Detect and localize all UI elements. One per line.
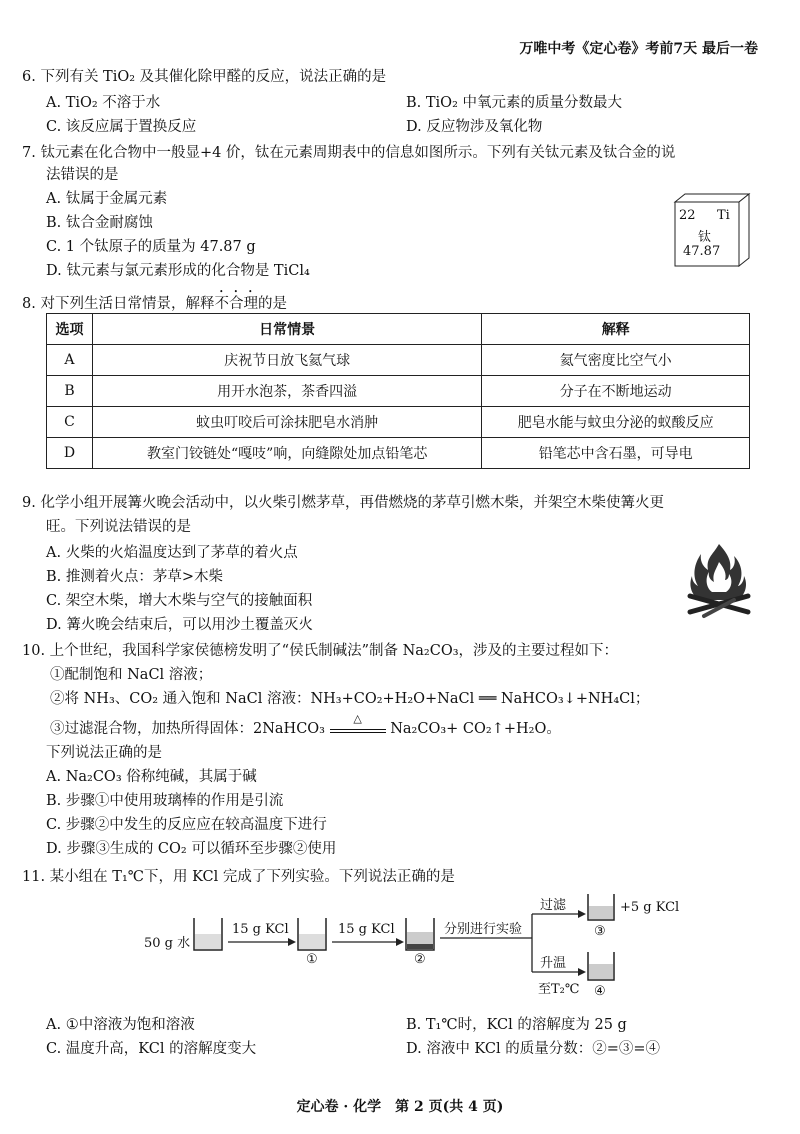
q6-option-d: D. 反应物涉及氧化物 (406, 119, 543, 135)
q10-ask: 下列说法正确的是 (46, 745, 162, 761)
q11-stem: 11. 某小组在 T₁℃下，用 KCl 完成了下列实验。下列说法正确的是 (22, 869, 455, 885)
element-symbol: Ti (717, 208, 730, 223)
header-option: 选项 (47, 314, 93, 345)
label-beaker-2: ② (414, 952, 426, 967)
q10-option-d: D. 步骤③生成的 CO₂ 可以循环至步骤②使用 (46, 841, 337, 857)
q9-stem-line2: 旺。下列说法错误的是 (46, 519, 191, 535)
row-scene: 庆祝节日放飞氦气球 (92, 345, 481, 376)
q7-option-a: A. 钛属于金属元素 (46, 191, 168, 207)
q9-stem-line1: 9. 化学小组开展篝火晚会活动中，以火柴引燃茅草，再借燃烧的茅草引燃木柴，并架空木柴使篝火更 (22, 495, 664, 511)
row-label: D (47, 438, 93, 469)
label-heat-to: 至T₂℃ (538, 982, 580, 997)
q11-option-d: D. 溶液中 KCl 的质量分数：②=③=④ (406, 1041, 661, 1057)
header-explanation: 解释 (482, 314, 750, 345)
table-row (47, 438, 750, 469)
q8-stem-post: 的是 (257, 296, 287, 312)
row-scene: 教室门铰链处“嘎吱”响，向缝隙处加点铅笔芯 (92, 438, 481, 469)
q10-step3-pre: ③过滤混合物，加热所得固体：2NaHCO₃ (50, 721, 325, 737)
row-explanation: 铅笔芯中含石墨，可导电 (482, 438, 750, 469)
q7-option-c: C. 1 个钛原子的质量为 47.87 g (46, 239, 256, 255)
heat-condition: △ (353, 712, 362, 725)
q8-stem (22, 288, 287, 315)
reaction-arrow (330, 712, 386, 733)
q10-stem: 10. 上个世纪，我国科学家侯德榜发明了“侯氏制碱法”制备 Na₂CO₃，涉及的主要过程如下： (22, 643, 619, 659)
table-header-row (47, 314, 750, 345)
row-label: C (47, 407, 93, 438)
label-add-kcl-1: 15 g KCl (232, 922, 289, 937)
q11-experiment-diagram (140, 888, 680, 1008)
row-explanation: 分子在不断地运动 (482, 376, 750, 407)
q10-step3-post: Na₂CO₃+ CO₂↑+H₂O。 (390, 721, 561, 737)
q7-option-d: D. 钛元素与氯元素形成的化合物是 TiCl₄ (46, 263, 310, 279)
q10-step3 (50, 712, 561, 740)
label-filter-add: +5 g KCl (620, 900, 680, 915)
row-scene: 蚊虫叮咬后可涂抹肥皂水消肿 (92, 407, 481, 438)
q8-table (46, 313, 750, 469)
row-scene: 用开水泡茶，茶香四溢 (92, 376, 481, 407)
q11-option-b: B. T₁℃时，KCl 的溶解度为 25 g (406, 1017, 627, 1033)
label-start-water: 50 g 水 (144, 936, 191, 951)
q6-option-b: B. TiO₂ 中氧元素的质量分数最大 (406, 95, 622, 111)
page-header: 万唯中考《定心卷》考前7天 最后一卷 (519, 41, 758, 57)
element-number: 22 (679, 208, 696, 223)
q10-step2: ②将 NH₃、CO₂ 通入饱和 NaCl 溶液：NH₃+CO₂+H₂O+NaCl ══ NaHCO₃↓+NH₄Cl； (50, 691, 650, 707)
q11-option-c: C. 温度升高，KCl 的溶解度变大 (46, 1041, 257, 1057)
label-beaker-3: ③ (594, 924, 606, 939)
q8-stem-pre: 8. 对下列生活日常情景，解释 (22, 296, 215, 312)
q10-option-c: C. 步骤②中发生的反应应在较高温度下进行 (46, 817, 327, 833)
q11-option-a: A. ①中溶液为饱和溶液 (46, 1017, 195, 1033)
q9-option-b: B. 推测着火点：茅草>木柴 (46, 569, 224, 585)
element-mass: 47.87 (683, 244, 721, 259)
periodic-table-cell-titanium (671, 192, 749, 268)
q10-step1: ①配制饱和 NaCl 溶液； (50, 667, 213, 683)
q7-option-b: B. 钛合金耐腐蚀 (46, 215, 153, 231)
q9-option-d: D. 篝火晚会结束后，可以用沙土覆盖灭火 (46, 617, 313, 633)
q9-option-a: A. 火柴的火焰温度达到了茅草的着火点 (46, 545, 298, 561)
label-filter: 过滤 (540, 898, 567, 913)
bonfire-icon (684, 540, 754, 620)
row-explanation: 氦气密度比空气小 (482, 345, 750, 376)
label-heat: 升温 (540, 956, 567, 971)
table-row (47, 376, 750, 407)
label-add-kcl-2: 15 g KCl (338, 922, 395, 937)
q9-option-c: C. 架空木柴，增大木柴与空气的接触面积 (46, 593, 313, 609)
label-beaker-4: ④ (594, 984, 606, 999)
element-name: 钛 (698, 230, 712, 245)
q10-option-b: B. 步骤①中使用玻璃棒的作用是引流 (46, 793, 284, 809)
q6-option-a: A. TiO₂ 不溶于水 (46, 95, 161, 111)
page-footer: 定心卷 · 化学 第 2 页(共 4 页) (296, 1099, 504, 1115)
q6-stem: 6. 下列有关 TiO₂ 及其催化除甲醛的反应，说法正确的是 (22, 69, 387, 85)
table-row (47, 345, 750, 376)
q6-option-c: C. 该反应属于置换反应 (46, 119, 197, 135)
row-label: B (47, 376, 93, 407)
label-beaker-1: ① (306, 952, 318, 967)
table-row (47, 407, 750, 438)
header-scene: 日常情景 (92, 314, 481, 345)
row-label: A (47, 345, 93, 376)
q7-stem-line2: 法错误的是 (46, 167, 119, 183)
row-explanation: 肥皂水能与蚊虫分泌的蚁酸反应 (482, 407, 750, 438)
q10-option-a: A. Na₂CO₃ 俗称纯碱，其属于碱 (46, 769, 257, 785)
q7-stem-line1: 7. 钛元素在化合物中一般显+4 价，钛在元素周期表中的信息如图所示。下列有关钛元素及钛合金的说 (22, 145, 676, 161)
label-split: 分别进行实验 (444, 922, 523, 937)
q8-stem-emphasis: 不合理 (214, 296, 258, 312)
